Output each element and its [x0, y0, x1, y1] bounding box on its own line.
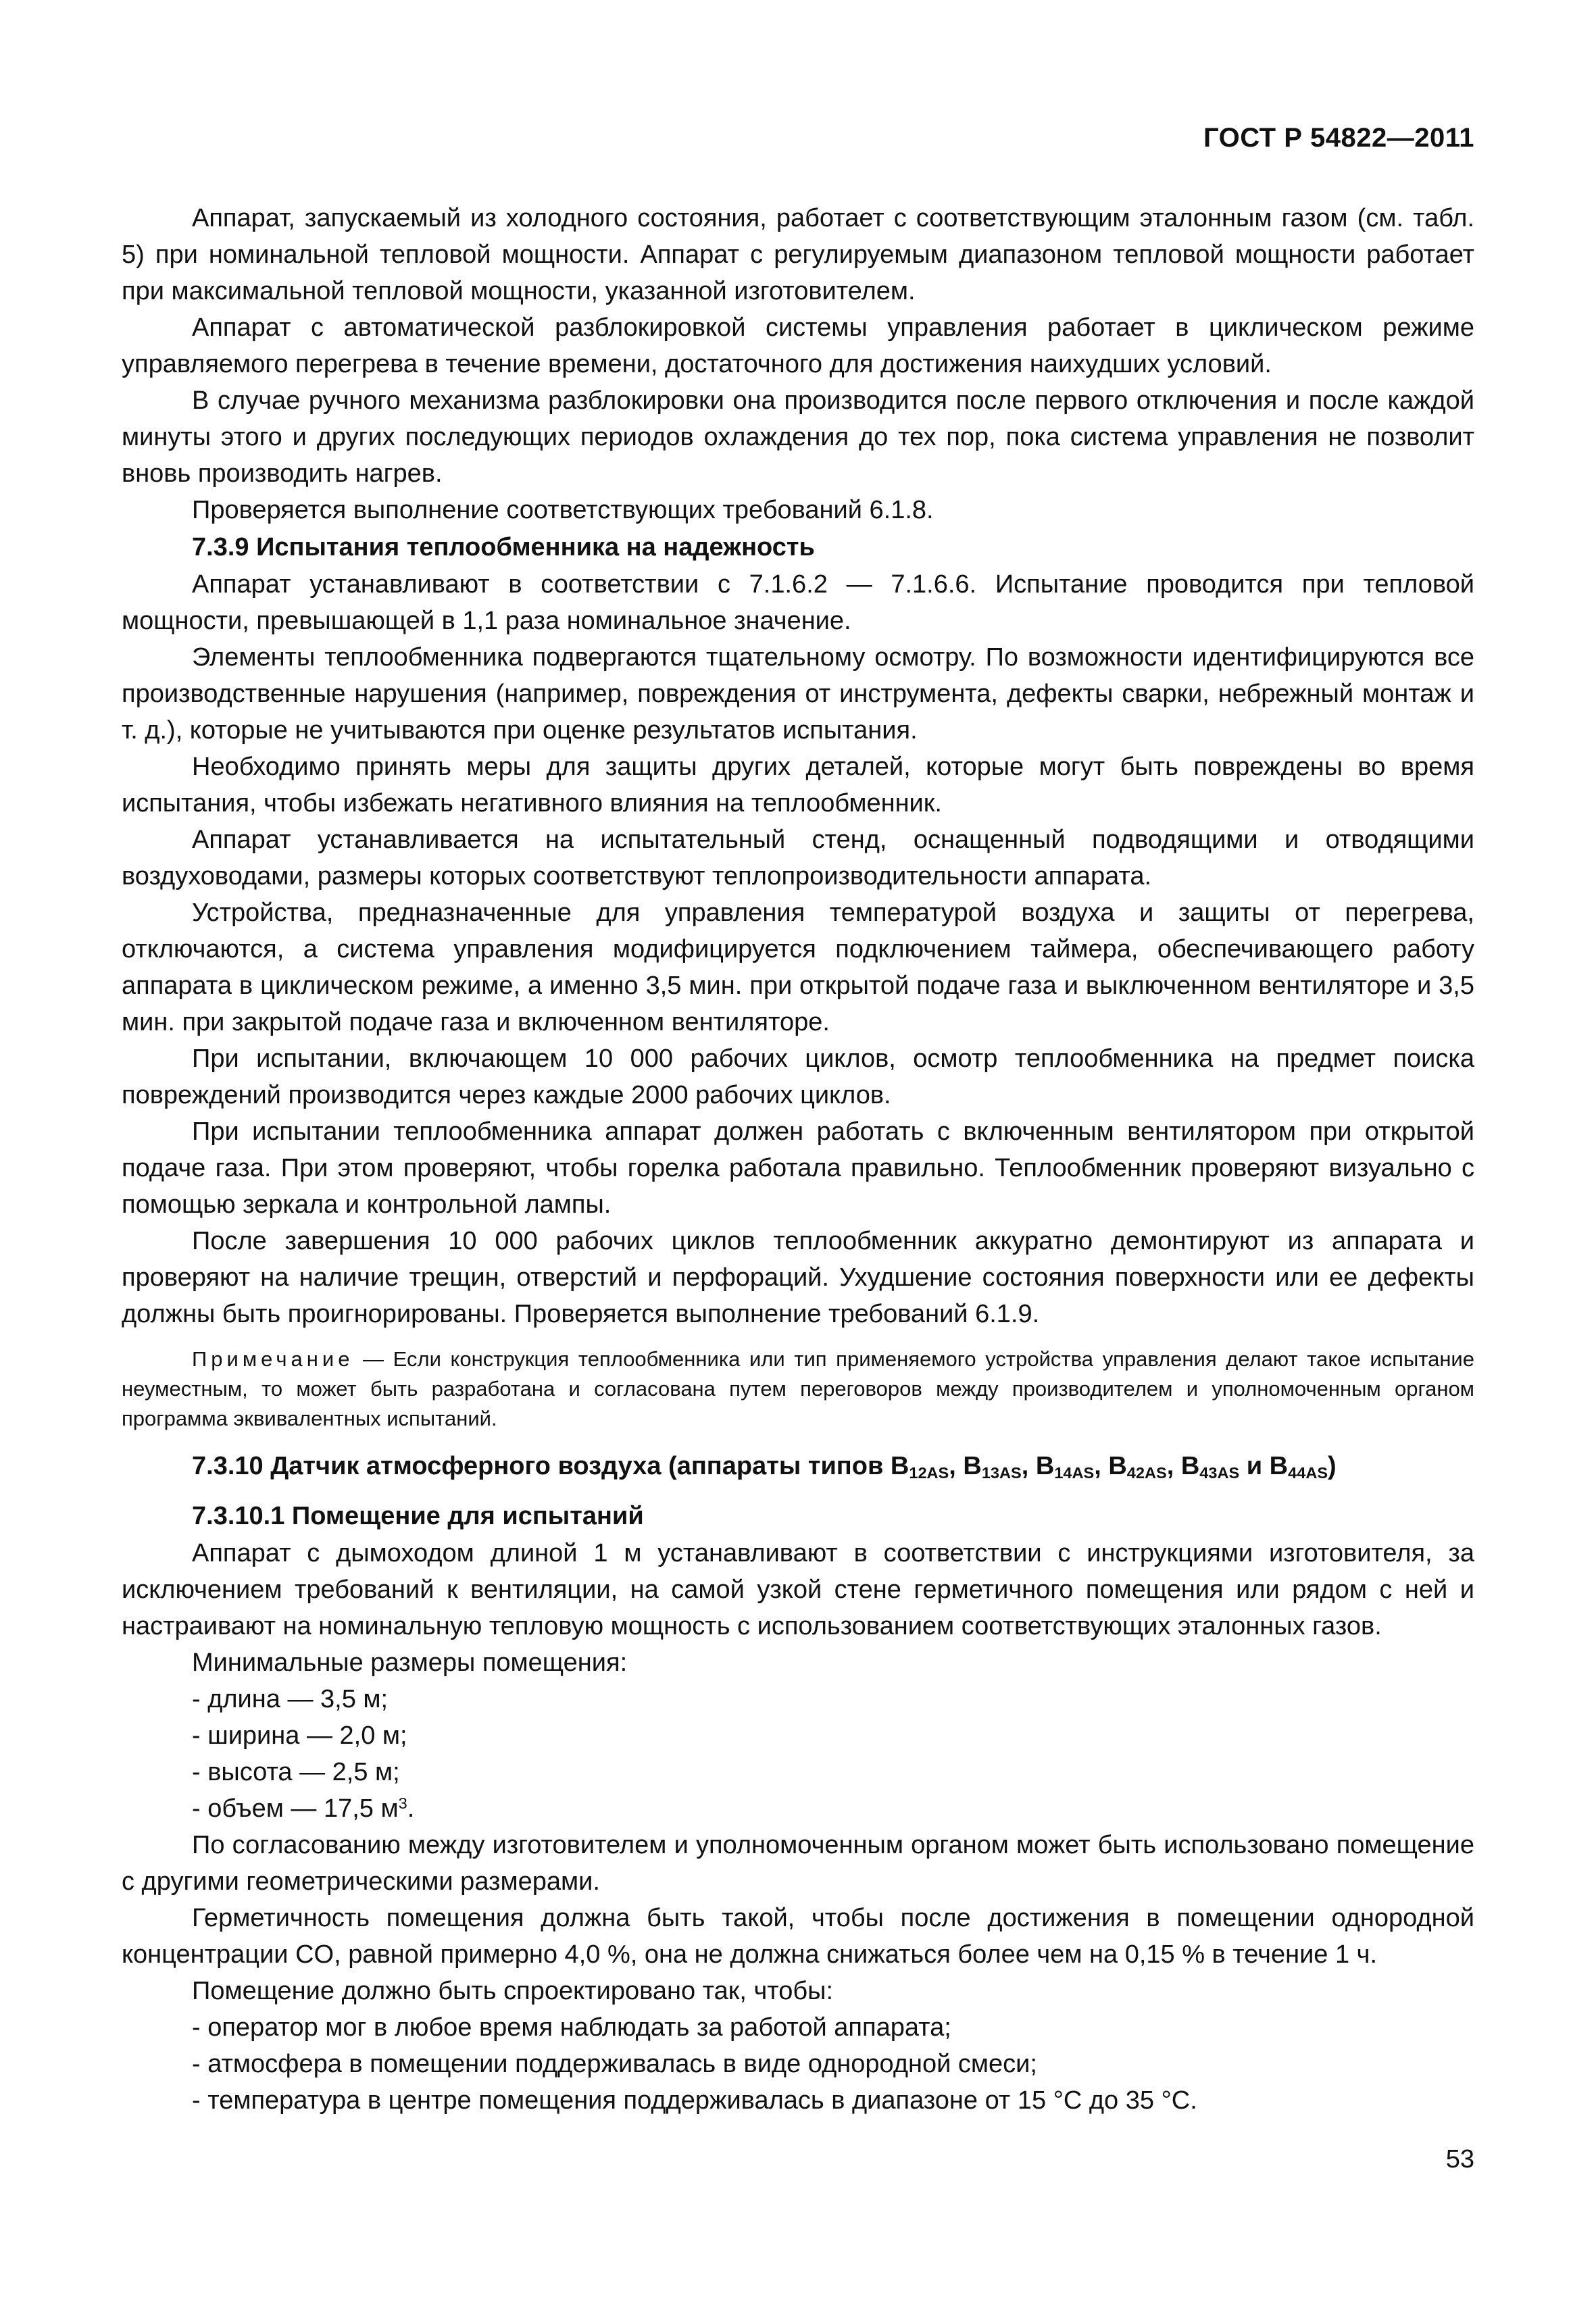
type-subscript: 43AS: [1199, 1463, 1240, 1482]
type-letter: B: [1035, 1452, 1055, 1480]
superscript: 3: [398, 1794, 407, 1813]
note: [122, 1344, 1474, 1434]
list-item: - длина — 3,5 м;: [192, 1685, 389, 1713]
paragraph: Проверяется выполнение соответствующих требований 6.1.8.: [192, 496, 934, 524]
list-item-text: - объем — 17,5 м: [192, 1794, 399, 1823]
separator: ,: [949, 1452, 964, 1480]
type-subscript: 12AS: [909, 1463, 949, 1482]
separator: ,: [1166, 1452, 1181, 1480]
section-heading-7-3-10: [122, 1447, 1474, 1485]
paragraph: По согласованию между изготовителем и уполномоченным органом может быть использовано помещение с другими геометрическими размерами.: [122, 1831, 1474, 1896]
list-item: - температура в центре помещения поддерживалась в диапазоне от 15 °С до 35 °С.: [192, 2086, 1197, 2115]
paragraph: При испытании теплообменника аппарат должен работать с включенным вентилятором при открытой подаче газа. При этом проверяют, чтобы горелка работала правильно. Теплообменник проверяют визуально с помощью зеркала и контрольной лампы.: [122, 1117, 1474, 1219]
paragraph: Устройства, предназначенные для управления температурой воздуха и защиты от перегрева, отключаются, а система управления модифицируется подключением таймера, обеспечивающего работу аппарата в циклическом режиме, а именно 3,5 мин. при открытой подаче газа и выключенном вентиляторе и 3,5 мин. при закрытой подаче газа и включенном вентиляторе.: [122, 899, 1474, 1036]
type-letter: B: [890, 1452, 909, 1480]
note-text: — Если конструкция теплообменника или тип применяемого устройства управления делают такое испытание неуместным, то может быть разработана и согласована путем переговоров между производителем и уполномоченным органом программа эквивалентных испытаний.: [122, 1347, 1474, 1430]
type-letter: B: [1108, 1452, 1127, 1480]
page-number: 53: [1445, 2145, 1474, 2173]
section-heading-7-3-10-1: 7.3.10.1 Помещение для испытаний: [192, 1502, 644, 1530]
paragraph: Помещение должно быть спроектировано так, чтобы:: [192, 1977, 834, 2005]
paragraph: Герметичность помещения должна быть такой, чтобы после достижения в помещении однородной концентрации CO, равной примерно 4,0 %, она не должна снижаться более чем на 0,15 % в течение 1 ч.: [122, 1904, 1474, 1969]
type-subscript: 13AS: [981, 1463, 1022, 1482]
list-item: - высота — 2,5 м;: [192, 1758, 400, 1786]
paragraph: Аппарат, запускаемый из холодного состояния, работает с соответствующим эталонным газом (см. табл. 5) при номинальной тепловой мощности. Аппарат с регулируемым диапазоном тепловой мощности работает при максимальной тепловой мощности, указанной изготовителем.: [122, 204, 1474, 305]
type-letter: B: [963, 1452, 982, 1480]
list-item: - оператор мог в любое время наблюдать за работой аппарата;: [192, 2013, 951, 2042]
section-heading-7-3-9: 7.3.9 Испытания теплообменника на надежность: [192, 533, 815, 561]
list-item: - ширина — 2,0 м;: [192, 1721, 407, 1750]
type-letter: B: [1269, 1452, 1289, 1480]
document-body: [122, 200, 1474, 2119]
heading-text: и: [1239, 1452, 1270, 1480]
note-label: Примечание: [192, 1347, 354, 1371]
type-subscript: 42AS: [1126, 1463, 1167, 1482]
paragraph: Аппарат с дымоходом длиной 1 м устанавливают в соответствии с инструкциями изготовителя, за исключением требований к вентиляции, на самой узкой стене герметичного помещения или рядом с ней и настраивают на номинальную тепловую мощность с использованием соответствующих эталонных газов.: [122, 1539, 1474, 1640]
paragraph: Необходимо принять меры для защиты других деталей, которые могут быть повреждены во время испытания, чтобы избежать негативного влияния на теплообменник.: [122, 753, 1474, 818]
paragraph: Аппарат устанавливается на испытательный стенд, оснащенный подводящими и отводящими воздуховодами, размеры которых соответствуют теплопроизводительности аппарата.: [122, 826, 1474, 890]
paragraph: В случае ручного механизма разблокировки она производится после первого отключения и после каждой минуты этого и других последующих периодов охлаждения до тех пор, пока система управления не позволит вновь производить нагрев.: [122, 386, 1474, 488]
paragraph: Аппарат устанавливают в соответствии с 7.1.6.2 — 7.1.6.6. Испытание проводится при тепловой мощности, превышающей в 1,1 раза номинальное значение.: [122, 570, 1474, 635]
paragraph: Аппарат с автоматической разблокировкой системы управления работает в циклическом режиме управляемого перегрева в течение времени, достаточного для достижения наихудших условий.: [122, 313, 1474, 378]
type-subscript: 14AS: [1054, 1463, 1095, 1482]
list-item: [122, 1790, 1474, 1827]
paragraph: Элементы теплообменника подвергаются тщательному осмотру. По возможности идентифицируются все производственные нарушения (например, повреждения от инструмента, дефекты сварки, небрежный монтаж и т. д.), которые не учитываются при оценке результатов испытания.: [122, 643, 1474, 745]
list-item: - атмосфера в помещении поддерживалась в виде однородной смеси;: [192, 2050, 1037, 2078]
separator: ,: [1094, 1452, 1109, 1480]
heading-text: 7.3.10 Датчик атмосферного воздуха (аппараты типов: [192, 1452, 891, 1480]
list-item-text: .: [407, 1794, 415, 1823]
paragraph: После завершения 10 000 рабочих циклов теплообменник аккуратно демонтируют из аппарата и проверяют на наличие трещин, отверстий и перфораций. Ухудшение состояния поверхности или ее дефекты должны быть проигнорированы. Проверяется выполнение требований 6.1.9.: [122, 1227, 1474, 1328]
standard-header: ГОСТ Р 54822—2011: [1203, 123, 1474, 153]
heading-text: ): [1328, 1452, 1337, 1480]
paragraph: При испытании, включающем 10 000 рабочих циклов, осмотр теплообменника на предмет поиска повреждений производится через каждые 2000 рабочих циклов.: [122, 1045, 1474, 1109]
type-letter: B: [1180, 1452, 1200, 1480]
separator: ,: [1021, 1452, 1036, 1480]
paragraph: Минимальные размеры помещения:: [192, 1649, 628, 1677]
type-subscript: 44AS: [1288, 1463, 1328, 1482]
